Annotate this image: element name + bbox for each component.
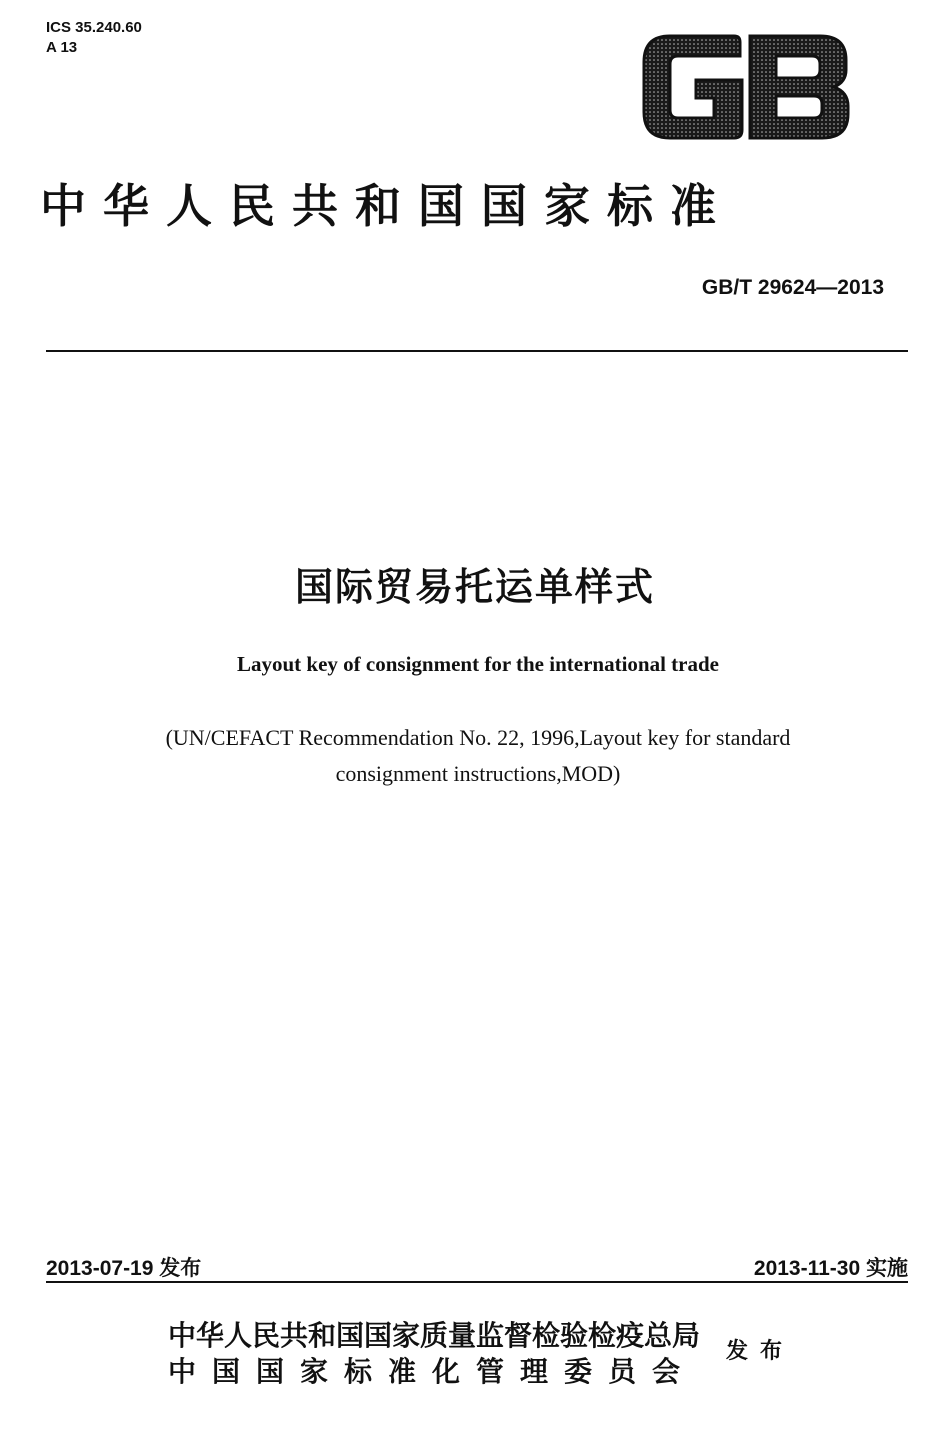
issuer-aqsiq: 中华人民共和国国家质量监督检验检疫总局: [168, 1319, 701, 1352]
title-chinese: 国际贸易托运单样式: [294, 565, 655, 609]
ics-code: ICS 35.240.60: [46, 19, 142, 36]
recommendation-line-2: consignment instructions,MOD): [335, 761, 621, 786]
national-standard-heading: 中华人民共和国国家标准: [40, 179, 733, 233]
issue-date: 2013-07-19 发布: [46, 1257, 202, 1280]
publish-label: 发布: [726, 1339, 795, 1364]
implementation-date: 2013-11-30 实施: [753, 1257, 908, 1280]
issuer-sac: 中国国家标准化管理委员会: [168, 1355, 697, 1388]
ccs-code: A 13: [46, 39, 78, 56]
bottom-divider: [46, 1281, 908, 1283]
classification-codes: [46, 18, 142, 58]
recommendation-reference: [60, 720, 896, 792]
recommendation-line-1: (UN/CEFACT Recommendation No. 22, 1996,Layout key for standard: [165, 725, 791, 750]
gb-logo: [640, 34, 850, 140]
title-english: Layout key of consignment for the international trade: [236, 652, 719, 676]
issuing-authorities: [168, 1318, 700, 1390]
standard-number: GB/T 29624—2013: [701, 276, 884, 299]
top-divider: [46, 350, 908, 352]
